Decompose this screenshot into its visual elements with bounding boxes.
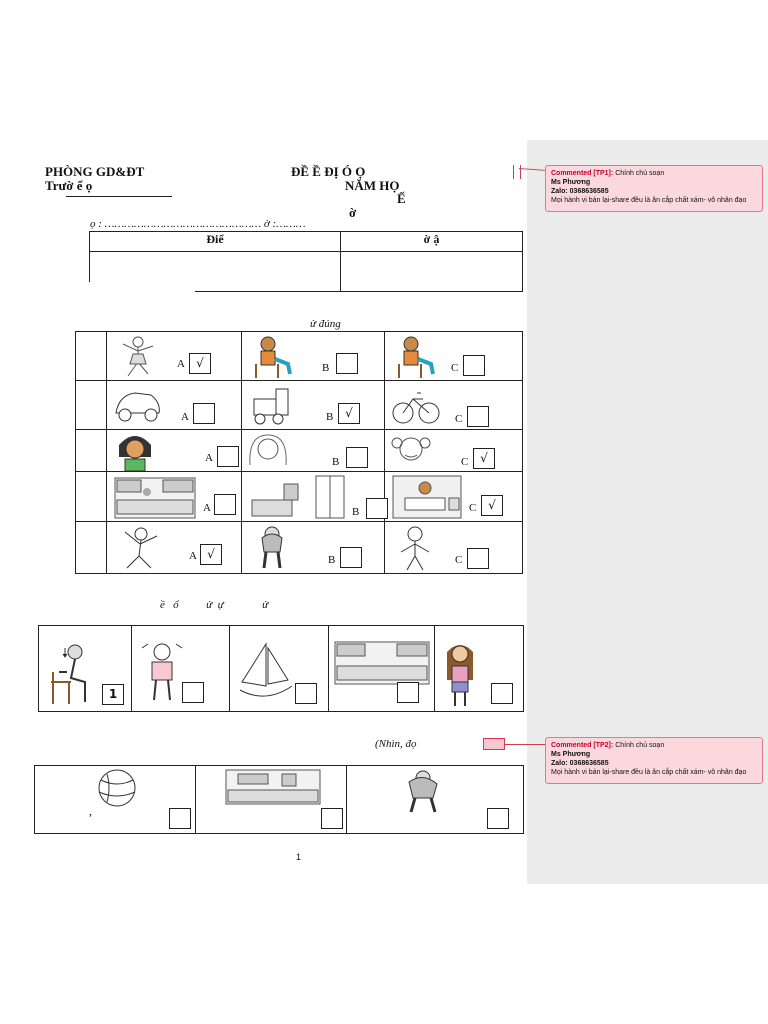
score-header: Điể xyxy=(90,232,341,252)
comment-label: Commented [TP1]: xyxy=(551,170,614,177)
comment-author: Ms Phương xyxy=(551,751,591,758)
option-cell xyxy=(385,381,523,430)
option-label: A xyxy=(181,411,189,423)
subject-line: Ế xyxy=(397,191,406,206)
option-label: A xyxy=(177,358,185,370)
row-number-cell xyxy=(76,522,107,574)
girl-standing-icon xyxy=(443,640,477,708)
underline xyxy=(66,196,172,197)
boy-bending-icon xyxy=(393,768,451,814)
comment-zalo: Zalo: 0368636585 xyxy=(551,188,609,195)
school-name: Trườ ể ọ xyxy=(45,178,93,193)
option-label: A xyxy=(189,550,197,562)
sailboat-icon xyxy=(236,640,296,702)
option-cell xyxy=(385,332,523,381)
answer-box[interactable] xyxy=(169,808,191,829)
picture-cell xyxy=(347,766,524,834)
picture-cell xyxy=(132,626,230,712)
answer-box[interactable]: 1 xyxy=(102,684,124,705)
comment-label: Commented [TP2]: xyxy=(551,742,614,749)
option-cell xyxy=(107,522,242,574)
table-bottom-line xyxy=(195,291,523,292)
answer-box[interactable] xyxy=(463,355,485,376)
girl-standing-icon xyxy=(136,640,188,702)
option-label: B xyxy=(332,456,340,468)
sitting-down-icon xyxy=(45,642,93,706)
picture-cell xyxy=(435,626,524,712)
option-label: C xyxy=(461,456,469,468)
answer-box[interactable] xyxy=(491,683,513,704)
section3-title: (Nhìn, đọ xyxy=(375,738,417,750)
comment-text: Chính chủ soạn xyxy=(615,170,665,177)
girl-face-icon xyxy=(115,431,155,471)
picture-cell xyxy=(196,766,347,834)
option-cell xyxy=(385,472,523,522)
option-cell xyxy=(242,430,385,472)
table-mask xyxy=(89,282,199,294)
teacher-comment-cell[interactable] xyxy=(341,252,523,292)
school-office: PHÒNG GD&ĐT xyxy=(45,164,145,179)
section2-table xyxy=(38,625,524,712)
option-label: B xyxy=(352,506,360,518)
option-cell xyxy=(242,472,385,522)
option-cell xyxy=(107,332,242,381)
option-label: C xyxy=(469,502,477,514)
boy-on-chair-icon xyxy=(391,334,441,378)
option-label: B xyxy=(326,411,334,423)
picture-cell xyxy=(39,626,132,712)
comment-box-2[interactable] xyxy=(545,737,763,784)
picture-cell xyxy=(329,626,435,712)
option-cell xyxy=(107,381,242,430)
bathroom-icon xyxy=(391,474,463,520)
answer-box[interactable] xyxy=(321,808,343,829)
answer-box[interactable]: √ xyxy=(473,448,495,469)
option-cell xyxy=(242,332,385,381)
answer-box[interactable] xyxy=(217,446,239,467)
comment-author: Ms Phương xyxy=(551,179,591,186)
comma-mark: , xyxy=(89,804,92,818)
girl-jumping-icon xyxy=(111,524,171,572)
option-cell xyxy=(242,381,385,430)
section3-table xyxy=(34,765,524,834)
answer-box[interactable]: √ xyxy=(189,353,211,374)
answer-box[interactable] xyxy=(467,548,489,569)
bedroom-icon xyxy=(248,474,348,520)
option-label: C xyxy=(451,362,459,374)
student-info-line: ọ : ………………………………………… ờ :……… xyxy=(90,218,306,230)
answer-box[interactable] xyxy=(340,547,362,568)
answer-box[interactable] xyxy=(214,494,236,515)
option-cell xyxy=(242,522,385,574)
comment-anchor-2 xyxy=(483,738,505,750)
comment-note: Mọi hành vi bán lại-share đều là ăn cắp chất xám- vô nhân đạo xyxy=(551,769,747,776)
row-number-cell xyxy=(76,472,107,522)
girl-face-icon xyxy=(389,431,433,471)
option-label: C xyxy=(455,413,463,425)
answer-box[interactable] xyxy=(346,447,368,468)
kitchen-icon xyxy=(333,640,431,686)
answer-box[interactable] xyxy=(182,682,204,703)
picture-cell xyxy=(230,626,329,712)
bicycle-icon xyxy=(391,385,441,429)
comment-connector-2 xyxy=(504,744,548,745)
page-number: 1 xyxy=(296,852,302,862)
option-label: A xyxy=(205,452,213,464)
answer-box[interactable] xyxy=(397,682,419,703)
section1-title: ử đúng xyxy=(310,318,341,330)
kitchen-icon xyxy=(224,768,322,806)
comment-text: Chính chủ soạn xyxy=(615,742,665,749)
row-number-cell xyxy=(76,332,107,381)
answer-box[interactable] xyxy=(193,403,215,424)
answer-box[interactable] xyxy=(295,683,317,704)
option-cell xyxy=(107,472,242,522)
car-icon xyxy=(111,383,165,427)
answer-box[interactable] xyxy=(336,353,358,374)
boy-bending-icon xyxy=(246,524,298,572)
girl-standing-icon xyxy=(389,524,441,572)
boy-on-chair-icon xyxy=(248,334,298,378)
answer-box[interactable] xyxy=(467,406,489,427)
option-cell xyxy=(385,522,523,574)
dancing-girl-icon xyxy=(113,334,163,378)
section2-title: ề ố ử ự ử xyxy=(160,599,269,611)
option-label: B xyxy=(322,362,330,374)
row-number-cell xyxy=(76,430,107,472)
time-line: ờ xyxy=(349,205,357,220)
option-cell xyxy=(385,430,523,472)
answer-box[interactable] xyxy=(487,808,509,829)
section1-table xyxy=(75,331,523,574)
exam-title: ĐỀ Ề ĐỊ Ó Ọ xyxy=(291,164,366,179)
kitchen-icon xyxy=(113,474,197,520)
school-year: NĂM HỌ xyxy=(345,178,400,193)
comment-zalo: Zalo: 0368636585 xyxy=(551,760,609,767)
ball-icon xyxy=(93,768,141,808)
option-label: A xyxy=(203,502,211,514)
girl-face-icon xyxy=(246,431,290,471)
option-cell xyxy=(107,430,242,472)
option-label: B xyxy=(328,554,336,566)
option-label: C xyxy=(455,554,463,566)
answer-box[interactable]: √ xyxy=(481,495,503,516)
answer-box[interactable]: √ xyxy=(200,544,222,565)
toy-train-icon xyxy=(248,383,298,427)
picture-cell xyxy=(35,766,196,834)
row-number-cell xyxy=(76,381,107,430)
comment-note: Mọi hành vi bán lại-share đều là ăn cắp chất xám- vô nhân đạo xyxy=(551,197,747,204)
teacher-comment-header: ờ ậ xyxy=(341,232,523,252)
comment-box-1[interactable] xyxy=(545,165,763,212)
answer-box[interactable]: √ xyxy=(338,403,360,424)
